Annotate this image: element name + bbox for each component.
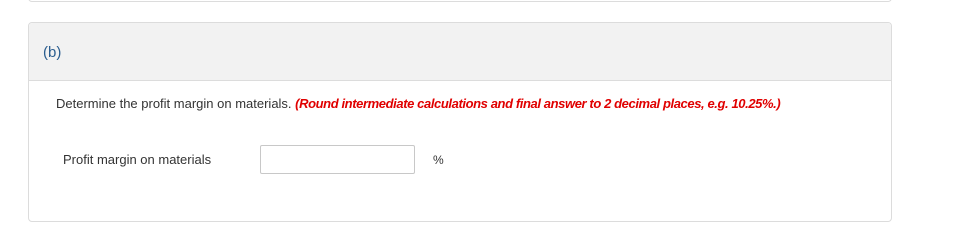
previous-part-card-edge	[28, 0, 892, 2]
part-label: (b)	[43, 44, 62, 61]
question-text: Determine the profit margin on materials.	[56, 96, 292, 111]
profit-margin-input[interactable]	[260, 145, 415, 174]
percent-unit-label: %	[433, 153, 444, 167]
profit-margin-label: Profit margin on materials	[63, 152, 212, 167]
part-b-card	[28, 22, 892, 222]
question-prompt	[56, 96, 780, 111]
rounding-instruction: (Round intermediate calculations and final answer to 2 decimal places, e.g. 10.25%.)	[295, 96, 781, 111]
part-header	[29, 23, 891, 81]
